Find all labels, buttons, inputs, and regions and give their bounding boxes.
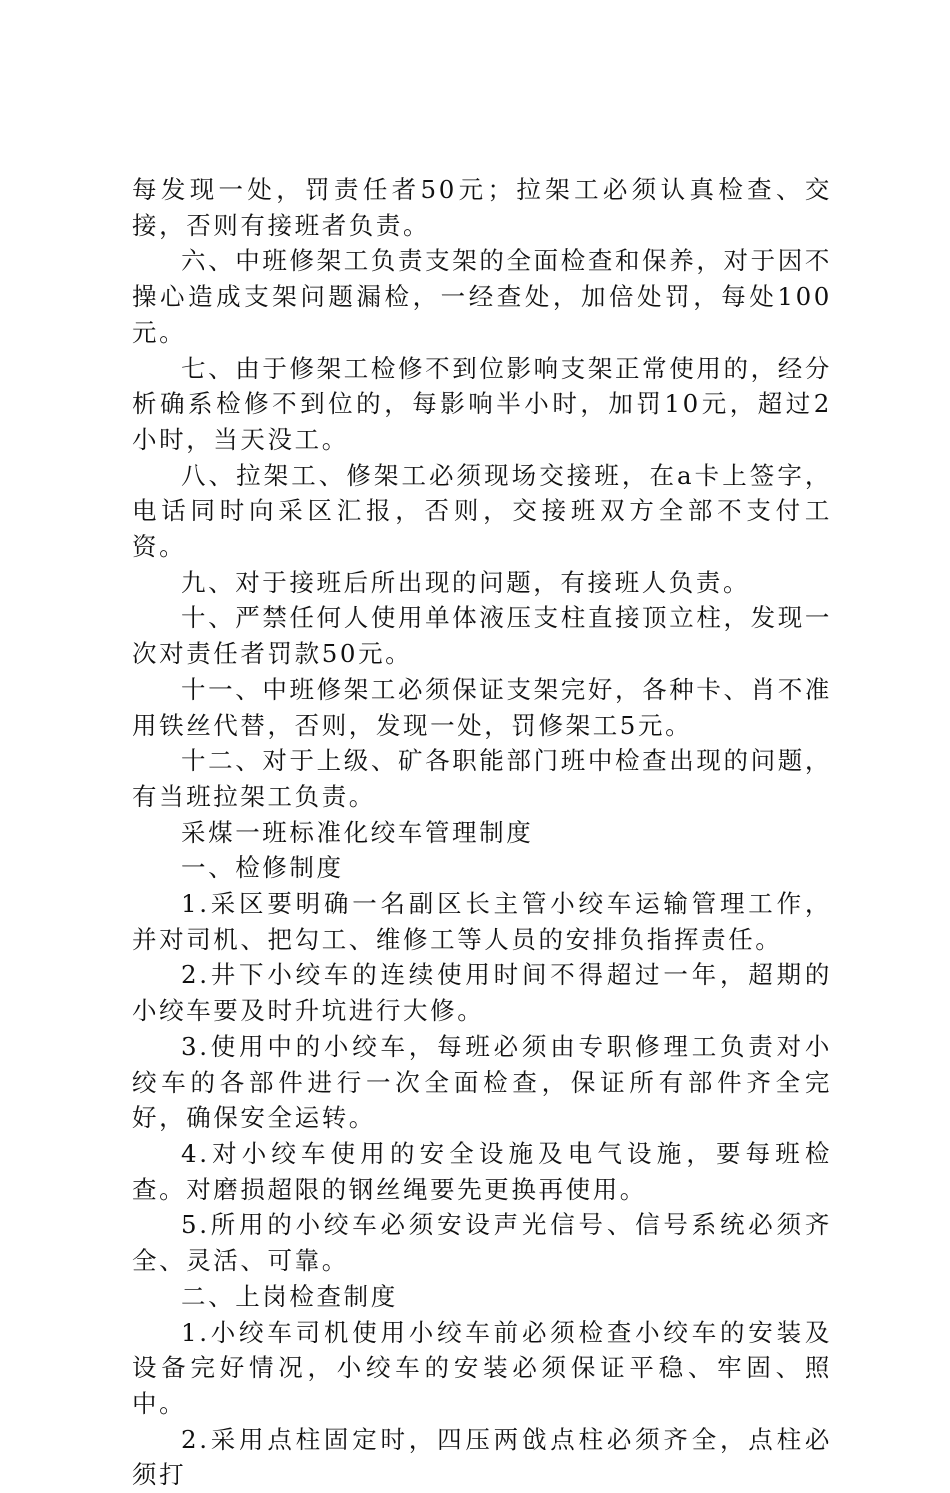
maintenance-item-1: 1.采区要明确一名副区长主管小绞车运输管理工作，并对司机、把勾工、维修工等人员的安排负指挥责任。 <box>132 889 832 954</box>
document-body <box>132 172 832 1493</box>
maintenance-item-4: 4.对小绞车使用的安全设施及电气设施，要每班检查。对磨损超限的钢丝绳要先更换再使用。 <box>132 1138 832 1204</box>
paragraph-item-8: 八、拉架工、修架工必须现场交接班，在a卡上签字，电话同时向采区汇报，否则，交接班双方全部不支付工资。 <box>132 460 832 562</box>
section-title: 采煤一班标准化绞车管理制度 <box>181 817 534 847</box>
maintenance-item-3: 3.使用中的小绞车，每班必须由专职修理工负责对小绞车的各部件进行一次全面检查，保证所有部件齐全完好，确保安全运转。 <box>132 1031 832 1133</box>
maintenance-item-2: 2.井下小绞车的连续使用时间不得超过一年，超期的小绞车要及时升坑进行大修。 <box>132 960 832 1026</box>
paragraph-item-6: 六、中班修架工负责支架的全面检查和保养，对于因不操心造成支架问题漏检，一经查处，加倍处罚，每处100元。 <box>132 246 832 347</box>
paragraph-item-10: 十、严禁任何人使用单体液压支柱直接顶立柱，发现一次对责任者罚款50元。 <box>132 603 832 669</box>
paragraph-item-7: 七、由于修架工检修不到位影响支架正常使用的，经分析确系检修不到位的，每影响半小时，加罚10元，超过2小时，当天没工。 <box>132 353 832 454</box>
inspection-item-2: 2.采用点柱固定时，四压两戗点柱必须齐全，点柱必须打 <box>132 1424 832 1490</box>
paragraph-item-12: 十二、对于上级、矿各职能部门班中检查出现的问题，有当班拉架工负责。 <box>132 746 832 811</box>
paragraph-continuation: 每发现一处，罚责任者50元；拉架工必须认真检查、交接，否则有接班者负责。 <box>132 175 832 240</box>
inspection-item-1: 1.小绞车司机使用小绞车前必须检查小绞车的安装及设备完好情况，小绞车的安装必须保证平稳、牢固、照中。 <box>132 1317 832 1418</box>
section-heading-maintenance: 一、检修制度 <box>181 853 344 883</box>
paragraph-item-11: 十一、中班修架工必须保证支架完好，各种卡、肖不准用铁丝代替，否则，发现一处，罚修架工5元。 <box>132 674 832 740</box>
maintenance-item-5: 5.所用的小绞车必须安设声光信号、信号系统必须齐全、灵活、可靠。 <box>132 1210 832 1276</box>
paragraph-item-9: 九、对于接班后所出现的问题，有接班人负责。 <box>181 567 751 597</box>
section-heading-inspection: 二、上岗检查制度 <box>181 1281 398 1311</box>
